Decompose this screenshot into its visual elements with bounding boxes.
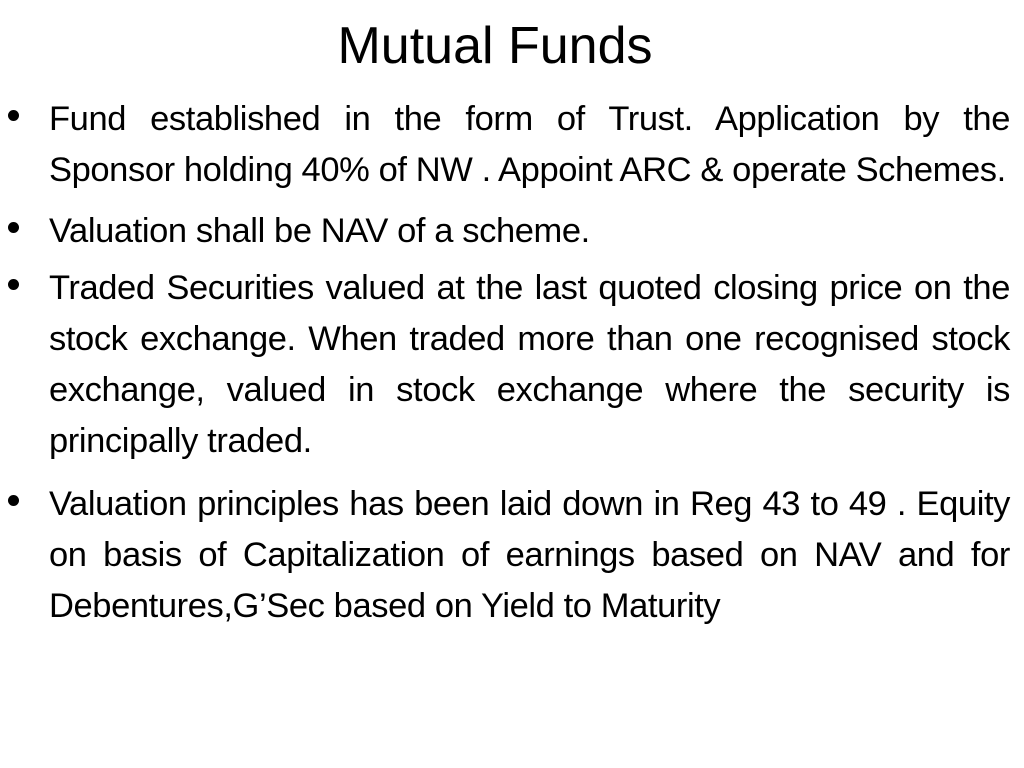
bullet-item	[0, 206, 1024, 257]
bullet-text: Fund established in the form of Trust. Application by the Sponsor holding 40% of NW . Appoint ARC & operate Schemes.	[49, 100, 1010, 189]
bullet-list	[0, 94, 1024, 642]
bullet-dot-icon	[8, 495, 19, 506]
bullet-dot-icon	[8, 222, 19, 233]
bullet-item	[0, 263, 1024, 467]
bullet-item	[0, 479, 1024, 632]
bullet-text: Valuation principles has been laid down in Reg 43 to 49 . Equity on basis of Capitalization of earnings based on NAV and for Debentures,G’Sec based on Yield to Maturity	[49, 485, 1010, 625]
bullet-text: Valuation shall be NAV of a scheme.	[49, 212, 590, 250]
bullet-dot-icon	[8, 279, 19, 290]
bullet-dot-icon	[8, 110, 19, 121]
bullet-text: Traded Securities valued at the last quoted closing price on the stock exchange. When traded more than one recognised stock exchange, valued in stock exchange where the security is principally traded.	[49, 269, 1010, 460]
bullet-item	[0, 94, 1024, 196]
slide-title: Mutual Funds	[337, 17, 653, 75]
